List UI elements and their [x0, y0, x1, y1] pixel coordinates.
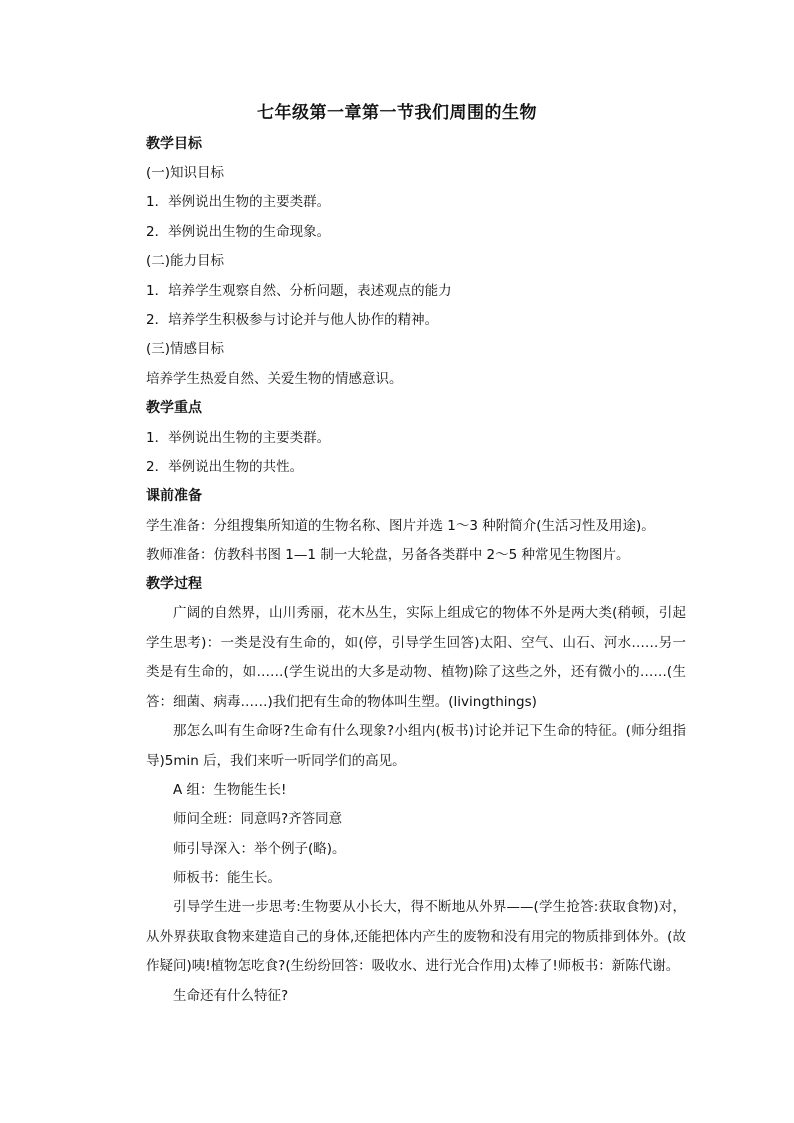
ability-item-2: 2．培养学生积极参与讨论并与他人协作的精神。: [146, 312, 439, 328]
process-paragraph-example: 师引导深入：举个例子(略)。: [173, 841, 346, 857]
process-paragraph-discussion: 那怎么叫有生命呀?生命有什么现象?小组内(板书)讨论并记下生命的特征。(师分组指导)5min 后，我们来听一听同学们的高见。: [146, 723, 686, 769]
knowledge-item-2: 2．举例说出生物的生命现象。: [146, 224, 331, 240]
process-paragraph-next-question: 生命还有什么特征?: [173, 988, 289, 1004]
keypoint-item-2: 2．举例说出生物的共性。: [146, 459, 304, 475]
ability-heading: (二)能力目标: [146, 253, 225, 269]
process-paragraph-group-a: A 组：生物能生长!: [173, 782, 287, 798]
knowledge-item-1: 1．举例说出生物的主要类群。: [146, 194, 331, 210]
emotion-heading: (三)情感目标: [146, 341, 225, 357]
emotion-text: 培养学生热爱自然、关爱生物的情感意识。: [146, 371, 403, 387]
preparation-teacher: 教师准备：仿教科书图 1—1 制一大轮盘，另备各类群中 2～5 种常见生物图片。: [146, 547, 630, 563]
preparation-student: 学生准备：分组搜集所知道的生物名称、图片并选 1～3 种附简介(生活习性及用途)。: [146, 518, 655, 534]
process-paragraph-intro: 广阔的自然界，山川秀丽，花木丛生，实际上组成它的物体不外是两大类(稍顿，引起学生思考)：一类是没有生命的，如(停，引导学生回答)太阳、空气、山石、河水……另一类是有生命的，如……(学生说出的大多是动物、植物)除了这些之外，还有微小的……(生答：细菌、病毒……)我们把有生命的物体叫生塑。(livingthings): [146, 605, 686, 710]
keypoint-item-1: 1．举例说出生物的主要类群。: [146, 430, 331, 446]
keypoints-heading: 教学重点: [146, 400, 202, 416]
process-heading: 教学过程: [146, 576, 202, 592]
ability-item-1: 1．培养学生观察自然、分析问题，表述观点的能力: [146, 283, 452, 299]
objectives-heading: 教学目标: [146, 136, 202, 152]
process-paragraph-board-growth: 师板书：能生长。: [173, 870, 281, 886]
preparation-heading: 课前准备: [146, 488, 202, 504]
document-title: 七年级第一章第一节我们周围的生物: [257, 103, 537, 123]
process-paragraph-class-question: 师问全班：同意吗?齐答同意: [173, 811, 343, 827]
process-paragraph-metabolism: 引导学生进一步思考:生物要从小长大，得不断地从外界——(学生抢答:获取食物)对，从外界获取食物来建造自己的身体,还能把体内产生的废物和没有用完的物质排到体外。(故作疑问)咦!植物怎吃食?(生纷纷回答：吸收水、进行光合作用)太棒了!师板书：新陈代谢。: [146, 899, 686, 974]
knowledge-heading: (一)知识目标: [146, 165, 225, 181]
